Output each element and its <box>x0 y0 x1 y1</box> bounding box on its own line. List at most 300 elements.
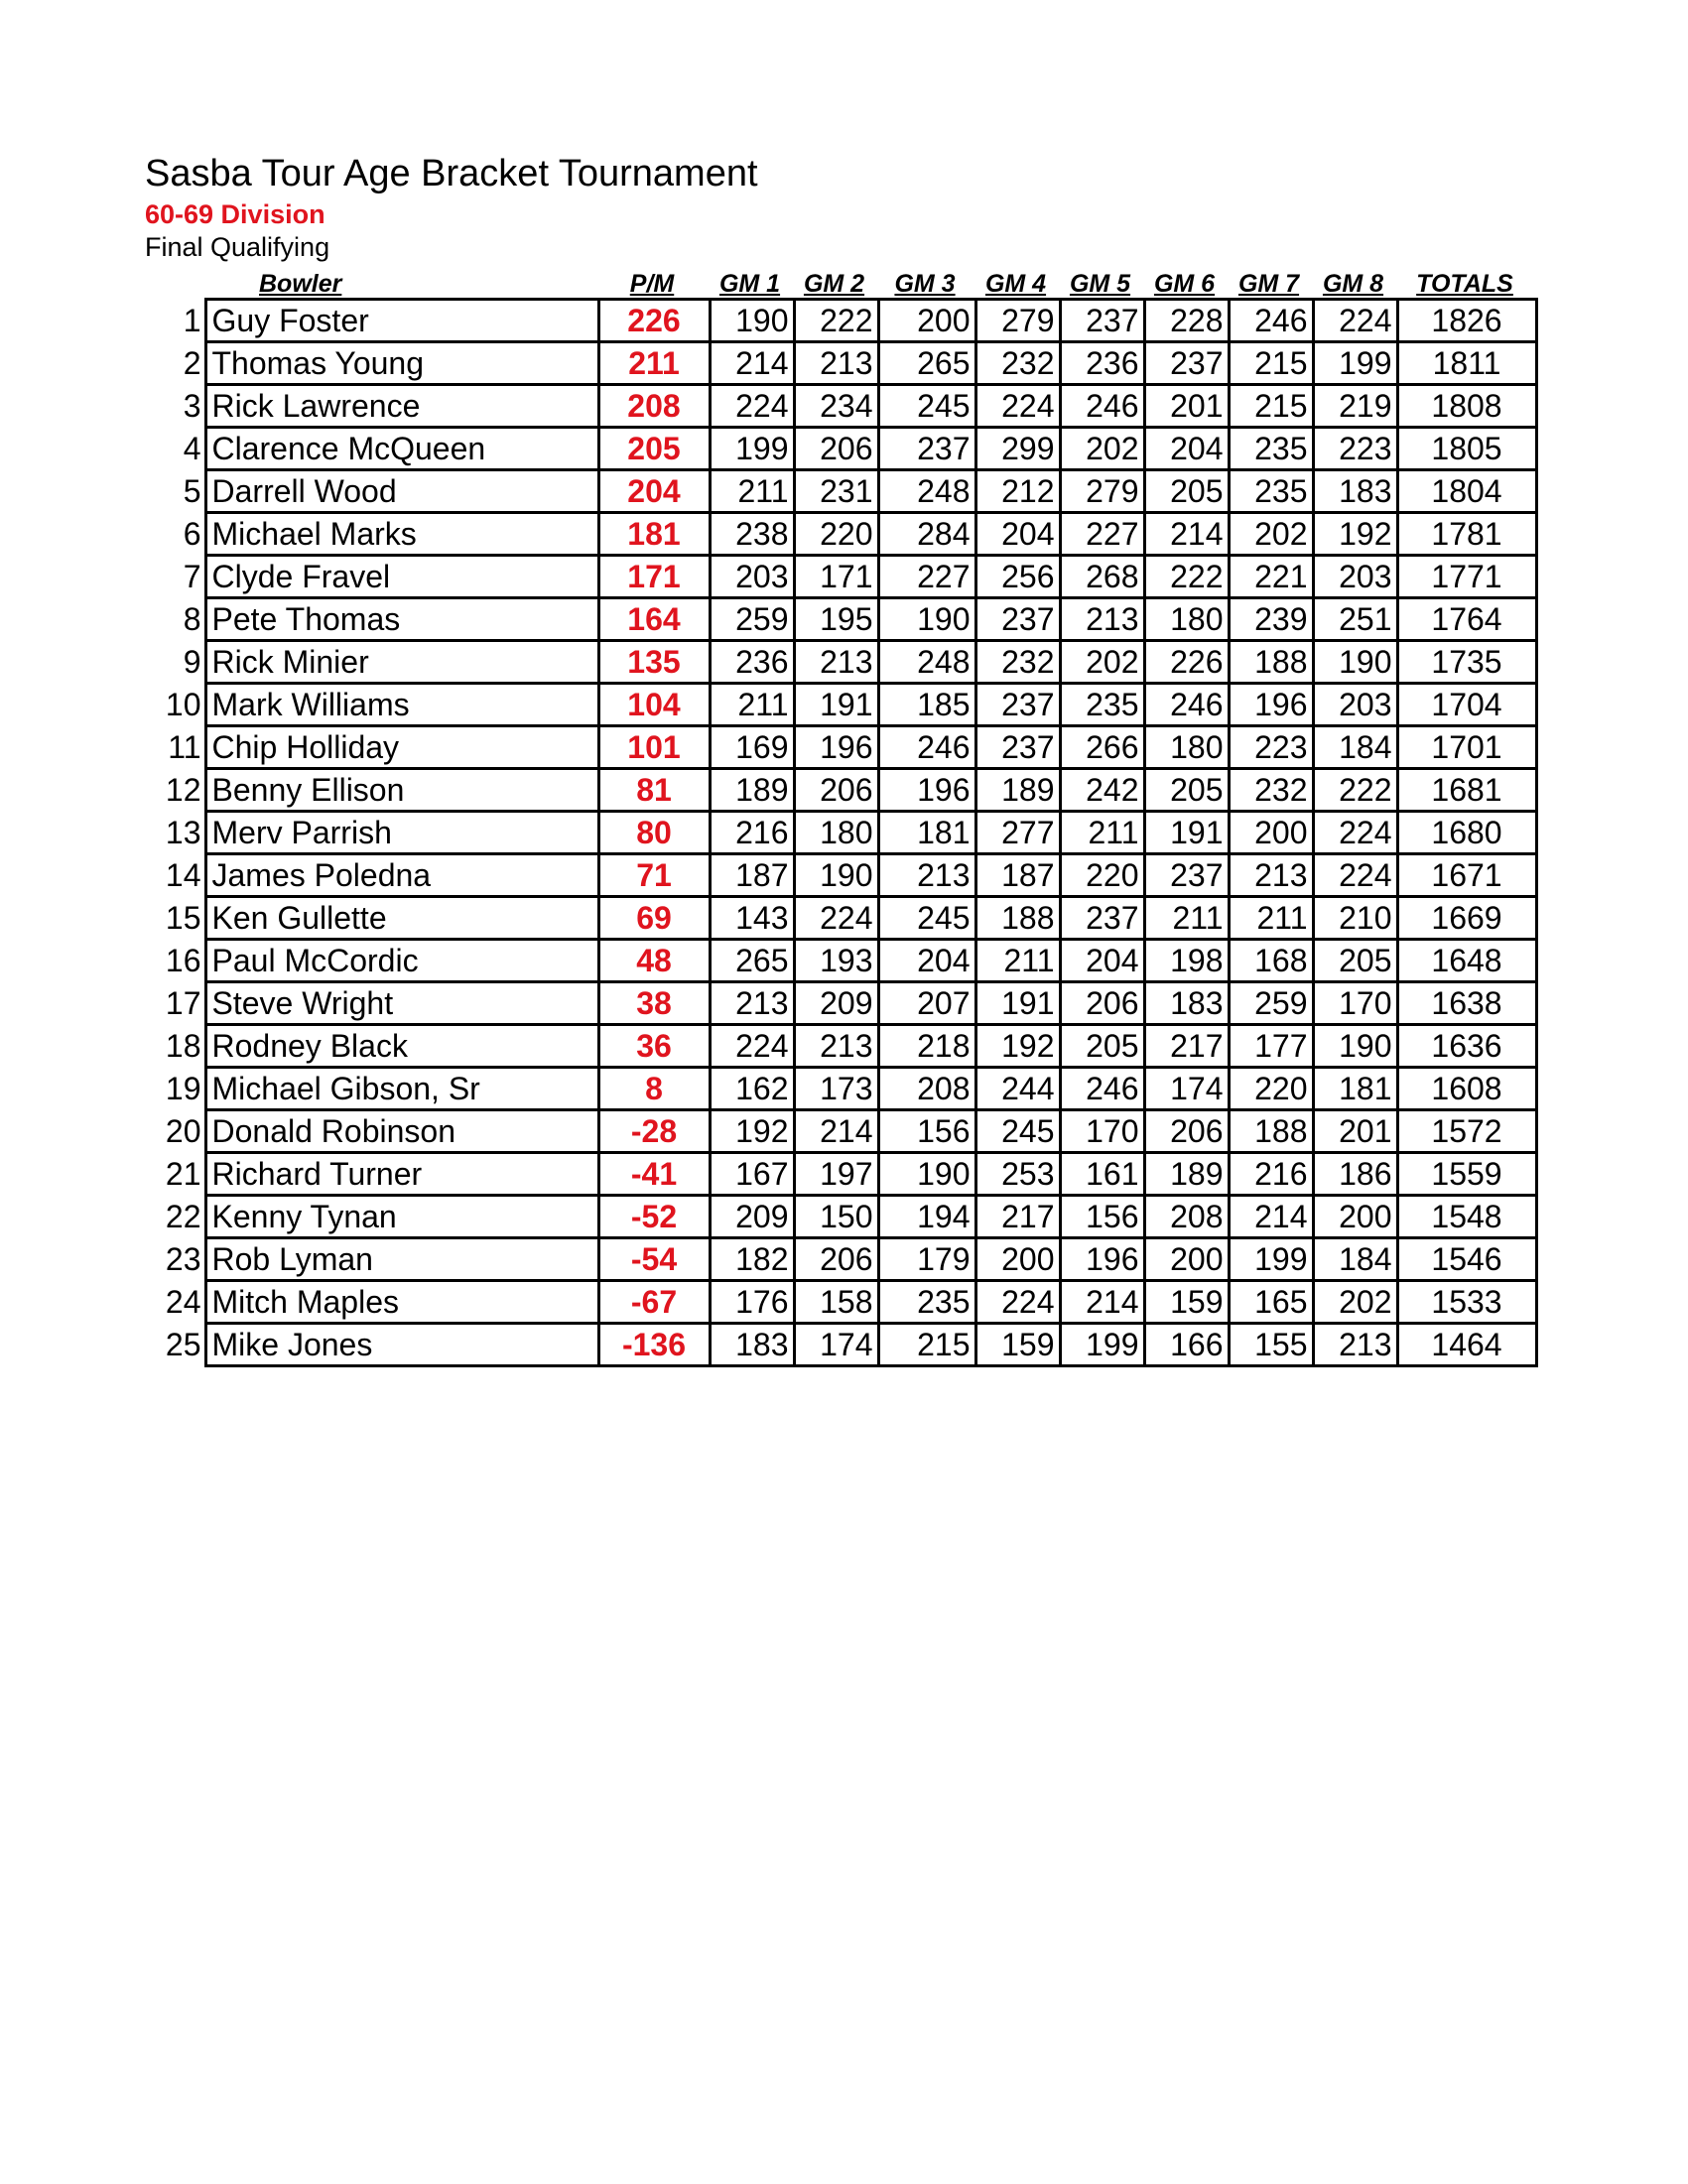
game-score-cell: 206 <box>1060 982 1144 1025</box>
game-score-cell: 216 <box>1229 1153 1313 1196</box>
game-score-cell: 187 <box>975 854 1060 897</box>
bowler-name-cell: Rodney Black <box>205 1025 598 1068</box>
game-score-cell: 196 <box>878 769 975 812</box>
game-score-cell: 224 <box>710 385 794 428</box>
game-score-cell: 202 <box>1229 513 1313 556</box>
game-score-cell: 190 <box>710 300 794 342</box>
game-score-cell: 259 <box>1229 982 1313 1025</box>
game-score-cell: 279 <box>1060 470 1144 513</box>
game-score-cell: 237 <box>975 598 1060 641</box>
plus-minus-cell: 135 <box>598 641 710 684</box>
table-row <box>159 385 1536 428</box>
table-row <box>159 684 1536 726</box>
game-score-cell: 206 <box>794 1238 878 1281</box>
game-score-cell: 246 <box>1229 300 1313 342</box>
table-row <box>159 556 1536 598</box>
game-score-cell: 246 <box>1144 684 1229 726</box>
rank-cell: 24 <box>165 1284 201 1320</box>
game-score-cell: 201 <box>1313 1110 1397 1153</box>
game-score-cell: 215 <box>1229 342 1313 385</box>
plus-minus-cell: 211 <box>598 342 710 385</box>
table-row <box>159 854 1536 897</box>
bowler-name-cell: Donald Robinson <box>205 1110 598 1153</box>
game-score-cell: 237 <box>1060 897 1144 940</box>
bowler-name-cell: Kenny Tynan <box>205 1196 598 1238</box>
game-score-cell: 214 <box>794 1110 878 1153</box>
rank-cell: 2 <box>183 345 201 381</box>
standings-table <box>159 260 1538 1367</box>
game-score-cell: 224 <box>1313 854 1397 897</box>
game-score-cell: 213 <box>1060 598 1144 641</box>
game-score-cell: 201 <box>1144 385 1229 428</box>
game-header: GM 2 <box>803 270 865 298</box>
game-score-cell: 200 <box>1313 1196 1397 1238</box>
game-score-cell: 185 <box>878 684 975 726</box>
game-score-cell: 181 <box>1313 1068 1397 1110</box>
game-score-cell: 209 <box>710 1196 794 1238</box>
game-score-cell: 174 <box>1144 1068 1229 1110</box>
bowler-name-cell: Michael Gibson, Sr <box>205 1068 598 1110</box>
plus-minus-cell: 104 <box>598 684 710 726</box>
plus-minus-cell: 181 <box>598 513 710 556</box>
table-row <box>159 1110 1536 1153</box>
total-cell: 1735 <box>1397 641 1536 684</box>
game-score-cell: 251 <box>1313 598 1397 641</box>
game-score-cell: 213 <box>794 1025 878 1068</box>
game-score-cell: 203 <box>1313 556 1397 598</box>
game-score-cell: 213 <box>794 342 878 385</box>
game-score-cell: 191 <box>794 684 878 726</box>
game-score-cell: 186 <box>1313 1153 1397 1196</box>
game-score-cell: 265 <box>710 940 794 982</box>
game-score-cell: 213 <box>878 854 975 897</box>
game-score-cell: 220 <box>1229 1068 1313 1110</box>
table-row <box>159 1281 1536 1324</box>
bowler-name-cell: Steve Wright <box>205 982 598 1025</box>
game-score-cell: 194 <box>878 1196 975 1238</box>
game-score-cell: 168 <box>1229 940 1313 982</box>
rank-cell: 17 <box>165 985 201 1021</box>
table-row <box>159 769 1536 812</box>
table-row <box>159 726 1536 769</box>
game-score-cell: 206 <box>794 428 878 470</box>
game-score-cell: 228 <box>1144 300 1229 342</box>
plus-minus-cell: 205 <box>598 428 710 470</box>
game-score-cell: 165 <box>1229 1281 1313 1324</box>
game-score-cell: 182 <box>710 1238 794 1281</box>
total-cell: 1771 <box>1397 556 1536 598</box>
rank-cell: 6 <box>183 516 201 552</box>
game-score-cell: 216 <box>710 812 794 854</box>
table-row <box>159 300 1536 342</box>
table-row <box>159 1068 1536 1110</box>
game-score-cell: 236 <box>710 641 794 684</box>
game-score-cell: 217 <box>975 1196 1060 1238</box>
bowler-name-cell: Michael Marks <box>205 513 598 556</box>
game-score-cell: 212 <box>975 470 1060 513</box>
game-score-cell: 214 <box>1060 1281 1144 1324</box>
game-score-cell: 277 <box>975 812 1060 854</box>
game-score-cell: 166 <box>1144 1324 1229 1366</box>
game-score-cell: 183 <box>1313 470 1397 513</box>
game-score-cell: 176 <box>710 1281 794 1324</box>
bowler-name-cell: Rob Lyman <box>205 1238 598 1281</box>
game-score-cell: 155 <box>1229 1324 1313 1366</box>
game-score-cell: 203 <box>1313 684 1397 726</box>
plus-minus-cell: 101 <box>598 726 710 769</box>
game-score-cell: 180 <box>1144 726 1229 769</box>
game-score-cell: 203 <box>710 556 794 598</box>
game-score-cell: 265 <box>878 342 975 385</box>
game-score-cell: 161 <box>1060 1153 1144 1196</box>
game-score-cell: 190 <box>1313 1025 1397 1068</box>
pm-header: P/M <box>629 270 675 298</box>
game-score-cell: 190 <box>878 1153 975 1196</box>
game-score-cell: 199 <box>1060 1324 1144 1366</box>
plus-minus-cell: 171 <box>598 556 710 598</box>
game-score-cell: 181 <box>878 812 975 854</box>
plus-minus-cell: -41 <box>598 1153 710 1196</box>
total-cell: 1546 <box>1397 1238 1536 1281</box>
game-score-cell: 237 <box>1060 300 1144 342</box>
game-score-cell: 245 <box>878 385 975 428</box>
game-score-cell: 256 <box>975 556 1060 598</box>
game-score-cell: 238 <box>710 513 794 556</box>
game-score-cell: 208 <box>1144 1196 1229 1238</box>
game-score-cell: 199 <box>1229 1238 1313 1281</box>
game-score-cell: 174 <box>794 1324 878 1366</box>
game-score-cell: 192 <box>975 1025 1060 1068</box>
game-score-cell: 173 <box>794 1068 878 1110</box>
bowler-name-cell: Ken Gullette <box>205 897 598 940</box>
bowler-name-cell: Richard Turner <box>205 1153 598 1196</box>
bowler-name-cell: Clyde Fravel <box>205 556 598 598</box>
plus-minus-cell: 36 <box>598 1025 710 1068</box>
rank-header <box>159 260 205 300</box>
game-score-cell: 171 <box>794 556 878 598</box>
total-cell: 1764 <box>1397 598 1536 641</box>
game-score-cell: 200 <box>975 1238 1060 1281</box>
game-header: GM 5 <box>1069 270 1131 298</box>
rank-cell: 21 <box>165 1156 201 1192</box>
game-score-cell: 183 <box>1144 982 1229 1025</box>
total-cell: 1701 <box>1397 726 1536 769</box>
table-row <box>159 428 1536 470</box>
game-score-cell: 248 <box>878 470 975 513</box>
total-cell: 1648 <box>1397 940 1536 982</box>
game-score-cell: 245 <box>878 897 975 940</box>
plus-minus-cell: -28 <box>598 1110 710 1153</box>
game-score-cell: 190 <box>1313 641 1397 684</box>
rank-cell: 20 <box>165 1113 201 1149</box>
bowler-name-cell: Guy Foster <box>205 300 598 342</box>
rank-cell: 10 <box>165 687 201 722</box>
game-score-cell: 205 <box>1144 769 1229 812</box>
document-title: Sasba Tour Age Bracket Tournament <box>145 153 758 194</box>
game-score-cell: 246 <box>878 726 975 769</box>
bowler-name-cell: Pete Thomas <box>205 598 598 641</box>
game-score-cell: 198 <box>1144 940 1229 982</box>
game-score-cell: 222 <box>794 300 878 342</box>
game-score-cell: 208 <box>878 1068 975 1110</box>
game-score-cell: 220 <box>1060 854 1144 897</box>
table-row <box>159 1196 1536 1238</box>
plus-minus-cell: 208 <box>598 385 710 428</box>
bowler-header: Bowler <box>259 270 342 298</box>
plus-minus-cell: 80 <box>598 812 710 854</box>
rank-cell: 11 <box>168 729 201 765</box>
game-score-cell: 253 <box>975 1153 1060 1196</box>
plus-minus-cell: 38 <box>598 982 710 1025</box>
game-score-cell: 191 <box>975 982 1060 1025</box>
game-score-cell: 224 <box>794 897 878 940</box>
game-score-cell: 237 <box>975 726 1060 769</box>
plus-minus-cell: -136 <box>598 1324 710 1366</box>
bowler-name-cell: Mike Jones <box>205 1324 598 1366</box>
plus-minus-cell: 8 <box>598 1068 710 1110</box>
game-score-cell: 190 <box>794 854 878 897</box>
rank-cell: 14 <box>165 857 201 893</box>
bowler-name-cell: Rick Minier <box>205 641 598 684</box>
rank-cell: 13 <box>165 815 201 850</box>
total-cell: 1464 <box>1397 1324 1536 1366</box>
table-row <box>159 513 1536 556</box>
game-score-cell: 189 <box>710 769 794 812</box>
game-score-cell: 180 <box>794 812 878 854</box>
game-score-cell: 189 <box>975 769 1060 812</box>
rank-cell: 1 <box>183 303 201 338</box>
division-label: 60-69 Division <box>145 199 325 229</box>
game-score-cell: 215 <box>1229 385 1313 428</box>
game-score-cell: 202 <box>1060 428 1144 470</box>
game-score-cell: 217 <box>1144 1025 1229 1068</box>
plus-minus-cell: 69 <box>598 897 710 940</box>
bowler-name-cell: Thomas Young <box>205 342 598 385</box>
game-score-cell: 205 <box>1313 940 1397 982</box>
game-score-cell: 183 <box>710 1324 794 1366</box>
rank-cell: 22 <box>165 1199 201 1234</box>
bowler-name-cell: James Poledna <box>205 854 598 897</box>
rank-cell: 12 <box>165 772 201 808</box>
game-score-cell: 169 <box>710 726 794 769</box>
game-score-cell: 205 <box>1144 470 1229 513</box>
bowler-name-cell: Mark Williams <box>205 684 598 726</box>
game-score-cell: 196 <box>1229 684 1313 726</box>
total-cell: 1680 <box>1397 812 1536 854</box>
game-score-cell: 156 <box>878 1110 975 1153</box>
game-score-cell: 248 <box>878 641 975 684</box>
rank-cell: 7 <box>183 559 201 594</box>
game-score-cell: 245 <box>975 1110 1060 1153</box>
rank-cell: 9 <box>183 644 201 680</box>
game-score-cell: 211 <box>975 940 1060 982</box>
game-score-cell: 210 <box>1313 897 1397 940</box>
game-score-cell: 204 <box>878 940 975 982</box>
total-cell: 1805 <box>1397 428 1536 470</box>
table-row <box>159 598 1536 641</box>
game-score-cell: 215 <box>878 1324 975 1366</box>
game-score-cell: 192 <box>710 1110 794 1153</box>
game-score-cell: 202 <box>1313 1281 1397 1324</box>
game-score-cell: 223 <box>1229 726 1313 769</box>
rank-cell: 19 <box>165 1071 201 1106</box>
rank-cell: 8 <box>183 601 201 637</box>
qualifying-label: Final Qualifying <box>145 232 330 262</box>
game-score-cell: 227 <box>878 556 975 598</box>
bowler-name-cell: Darrell Wood <box>205 470 598 513</box>
plus-minus-cell: 204 <box>598 470 710 513</box>
game-score-cell: 211 <box>710 684 794 726</box>
game-score-cell: 227 <box>1060 513 1144 556</box>
game-score-cell: 237 <box>1144 854 1229 897</box>
game-score-cell: 235 <box>1060 684 1144 726</box>
total-cell: 1804 <box>1397 470 1536 513</box>
bowler-name-cell: Paul McCordic <box>205 940 598 982</box>
game-score-cell: 192 <box>1313 513 1397 556</box>
game-score-cell: 205 <box>1060 1025 1144 1068</box>
game-score-cell: 213 <box>794 641 878 684</box>
game-score-cell: 188 <box>1229 641 1313 684</box>
game-score-cell: 224 <box>975 385 1060 428</box>
game-score-cell: 162 <box>710 1068 794 1110</box>
game-score-cell: 213 <box>1229 854 1313 897</box>
total-cell: 1826 <box>1397 300 1536 342</box>
game-score-cell: 237 <box>878 428 975 470</box>
game-header: GM 8 <box>1322 270 1384 298</box>
bowler-name-cell: Benny Ellison <box>205 769 598 812</box>
game-header: GM 4 <box>984 270 1047 298</box>
game-score-cell: 184 <box>1313 1238 1397 1281</box>
total-cell: 1572 <box>1397 1110 1536 1153</box>
game-score-cell: 213 <box>1313 1324 1397 1366</box>
game-score-cell: 200 <box>878 300 975 342</box>
bowler-name-cell: Chip Holliday <box>205 726 598 769</box>
table-row <box>159 1324 1536 1366</box>
game-score-cell: 158 <box>794 1281 878 1324</box>
rank-cell: 23 <box>165 1241 201 1277</box>
game-score-cell: 211 <box>1144 897 1229 940</box>
plus-minus-cell: 48 <box>598 940 710 982</box>
game-score-cell: 188 <box>1229 1110 1313 1153</box>
table-row <box>159 812 1536 854</box>
game-score-cell: 206 <box>1144 1110 1229 1153</box>
table-row <box>159 641 1536 684</box>
total-cell: 1681 <box>1397 769 1536 812</box>
game-score-cell: 221 <box>1229 556 1313 598</box>
game-score-cell: 232 <box>1229 769 1313 812</box>
game-score-cell: 214 <box>1229 1196 1313 1238</box>
game-header: GM 6 <box>1153 270 1216 298</box>
game-score-cell: 211 <box>710 470 794 513</box>
total-cell: 1638 <box>1397 982 1536 1025</box>
rank-cell: 3 <box>183 388 201 424</box>
rank-cell: 18 <box>165 1028 201 1064</box>
game-score-cell: 237 <box>1144 342 1229 385</box>
total-cell: 1808 <box>1397 385 1536 428</box>
game-score-cell: 279 <box>975 300 1060 342</box>
game-score-cell: 199 <box>1313 342 1397 385</box>
table-row <box>159 470 1536 513</box>
game-score-cell: 232 <box>975 342 1060 385</box>
game-score-cell: 213 <box>710 982 794 1025</box>
game-score-cell: 219 <box>1313 385 1397 428</box>
game-score-cell: 143 <box>710 897 794 940</box>
game-header: GM 7 <box>1237 270 1300 298</box>
game-score-cell: 224 <box>1313 300 1397 342</box>
total-cell: 1781 <box>1397 513 1536 556</box>
plus-minus-cell: -52 <box>598 1196 710 1238</box>
game-score-cell: 224 <box>710 1025 794 1068</box>
plus-minus-cell: -54 <box>598 1238 710 1281</box>
rank-cell: 4 <box>183 431 201 466</box>
game-score-cell: 226 <box>1144 641 1229 684</box>
rank-cell: 25 <box>165 1327 201 1362</box>
game-score-cell: 231 <box>794 470 878 513</box>
game-score-cell: 222 <box>1313 769 1397 812</box>
game-score-cell: 197 <box>794 1153 878 1196</box>
game-score-cell: 207 <box>878 982 975 1025</box>
table-row <box>159 1025 1536 1068</box>
game-score-cell: 259 <box>710 598 794 641</box>
table-row <box>159 1238 1536 1281</box>
game-header: GM 1 <box>718 270 781 298</box>
game-score-cell: 244 <box>975 1068 1060 1110</box>
game-score-cell: 224 <box>1313 812 1397 854</box>
game-score-cell: 199 <box>710 428 794 470</box>
totals-header: TOTALS <box>1416 270 1513 298</box>
game-score-cell: 222 <box>1144 556 1229 598</box>
plus-minus-cell: 71 <box>598 854 710 897</box>
bowler-name-cell: Rick Lawrence <box>205 385 598 428</box>
game-score-cell: 211 <box>1229 897 1313 940</box>
game-score-cell: 235 <box>1229 428 1313 470</box>
game-score-cell: 196 <box>794 726 878 769</box>
plus-minus-cell: 226 <box>598 300 710 342</box>
game-score-cell: 159 <box>975 1324 1060 1366</box>
game-score-cell: 204 <box>1144 428 1229 470</box>
game-score-cell: 232 <box>975 641 1060 684</box>
bowler-name-cell: Clarence McQueen <box>205 428 598 470</box>
game-score-cell: 204 <box>975 513 1060 556</box>
game-score-cell: 204 <box>1060 940 1144 982</box>
plus-minus-cell: 81 <box>598 769 710 812</box>
total-cell: 1704 <box>1397 684 1536 726</box>
game-score-cell: 179 <box>878 1238 975 1281</box>
total-cell: 1636 <box>1397 1025 1536 1068</box>
game-score-cell: 170 <box>1060 1110 1144 1153</box>
game-score-cell: 235 <box>878 1281 975 1324</box>
table-row <box>159 982 1536 1025</box>
game-score-cell: 214 <box>710 342 794 385</box>
game-score-cell: 150 <box>794 1196 878 1238</box>
table-body <box>159 300 1536 1366</box>
table-header-row <box>159 260 1536 300</box>
plus-minus-cell: 164 <box>598 598 710 641</box>
rank-cell: 16 <box>165 943 201 978</box>
total-cell: 1669 <box>1397 897 1536 940</box>
bowler-name-cell: Merv Parrish <box>205 812 598 854</box>
game-score-cell: 170 <box>1313 982 1397 1025</box>
game-score-cell: 239 <box>1229 598 1313 641</box>
game-header: GM 3 <box>894 270 956 298</box>
game-score-cell: 242 <box>1060 769 1144 812</box>
game-score-cell: 220 <box>794 513 878 556</box>
game-score-cell: 159 <box>1144 1281 1229 1324</box>
game-score-cell: 187 <box>710 854 794 897</box>
table-row <box>159 940 1536 982</box>
rank-cell: 5 <box>183 473 201 509</box>
table-row <box>159 1153 1536 1196</box>
